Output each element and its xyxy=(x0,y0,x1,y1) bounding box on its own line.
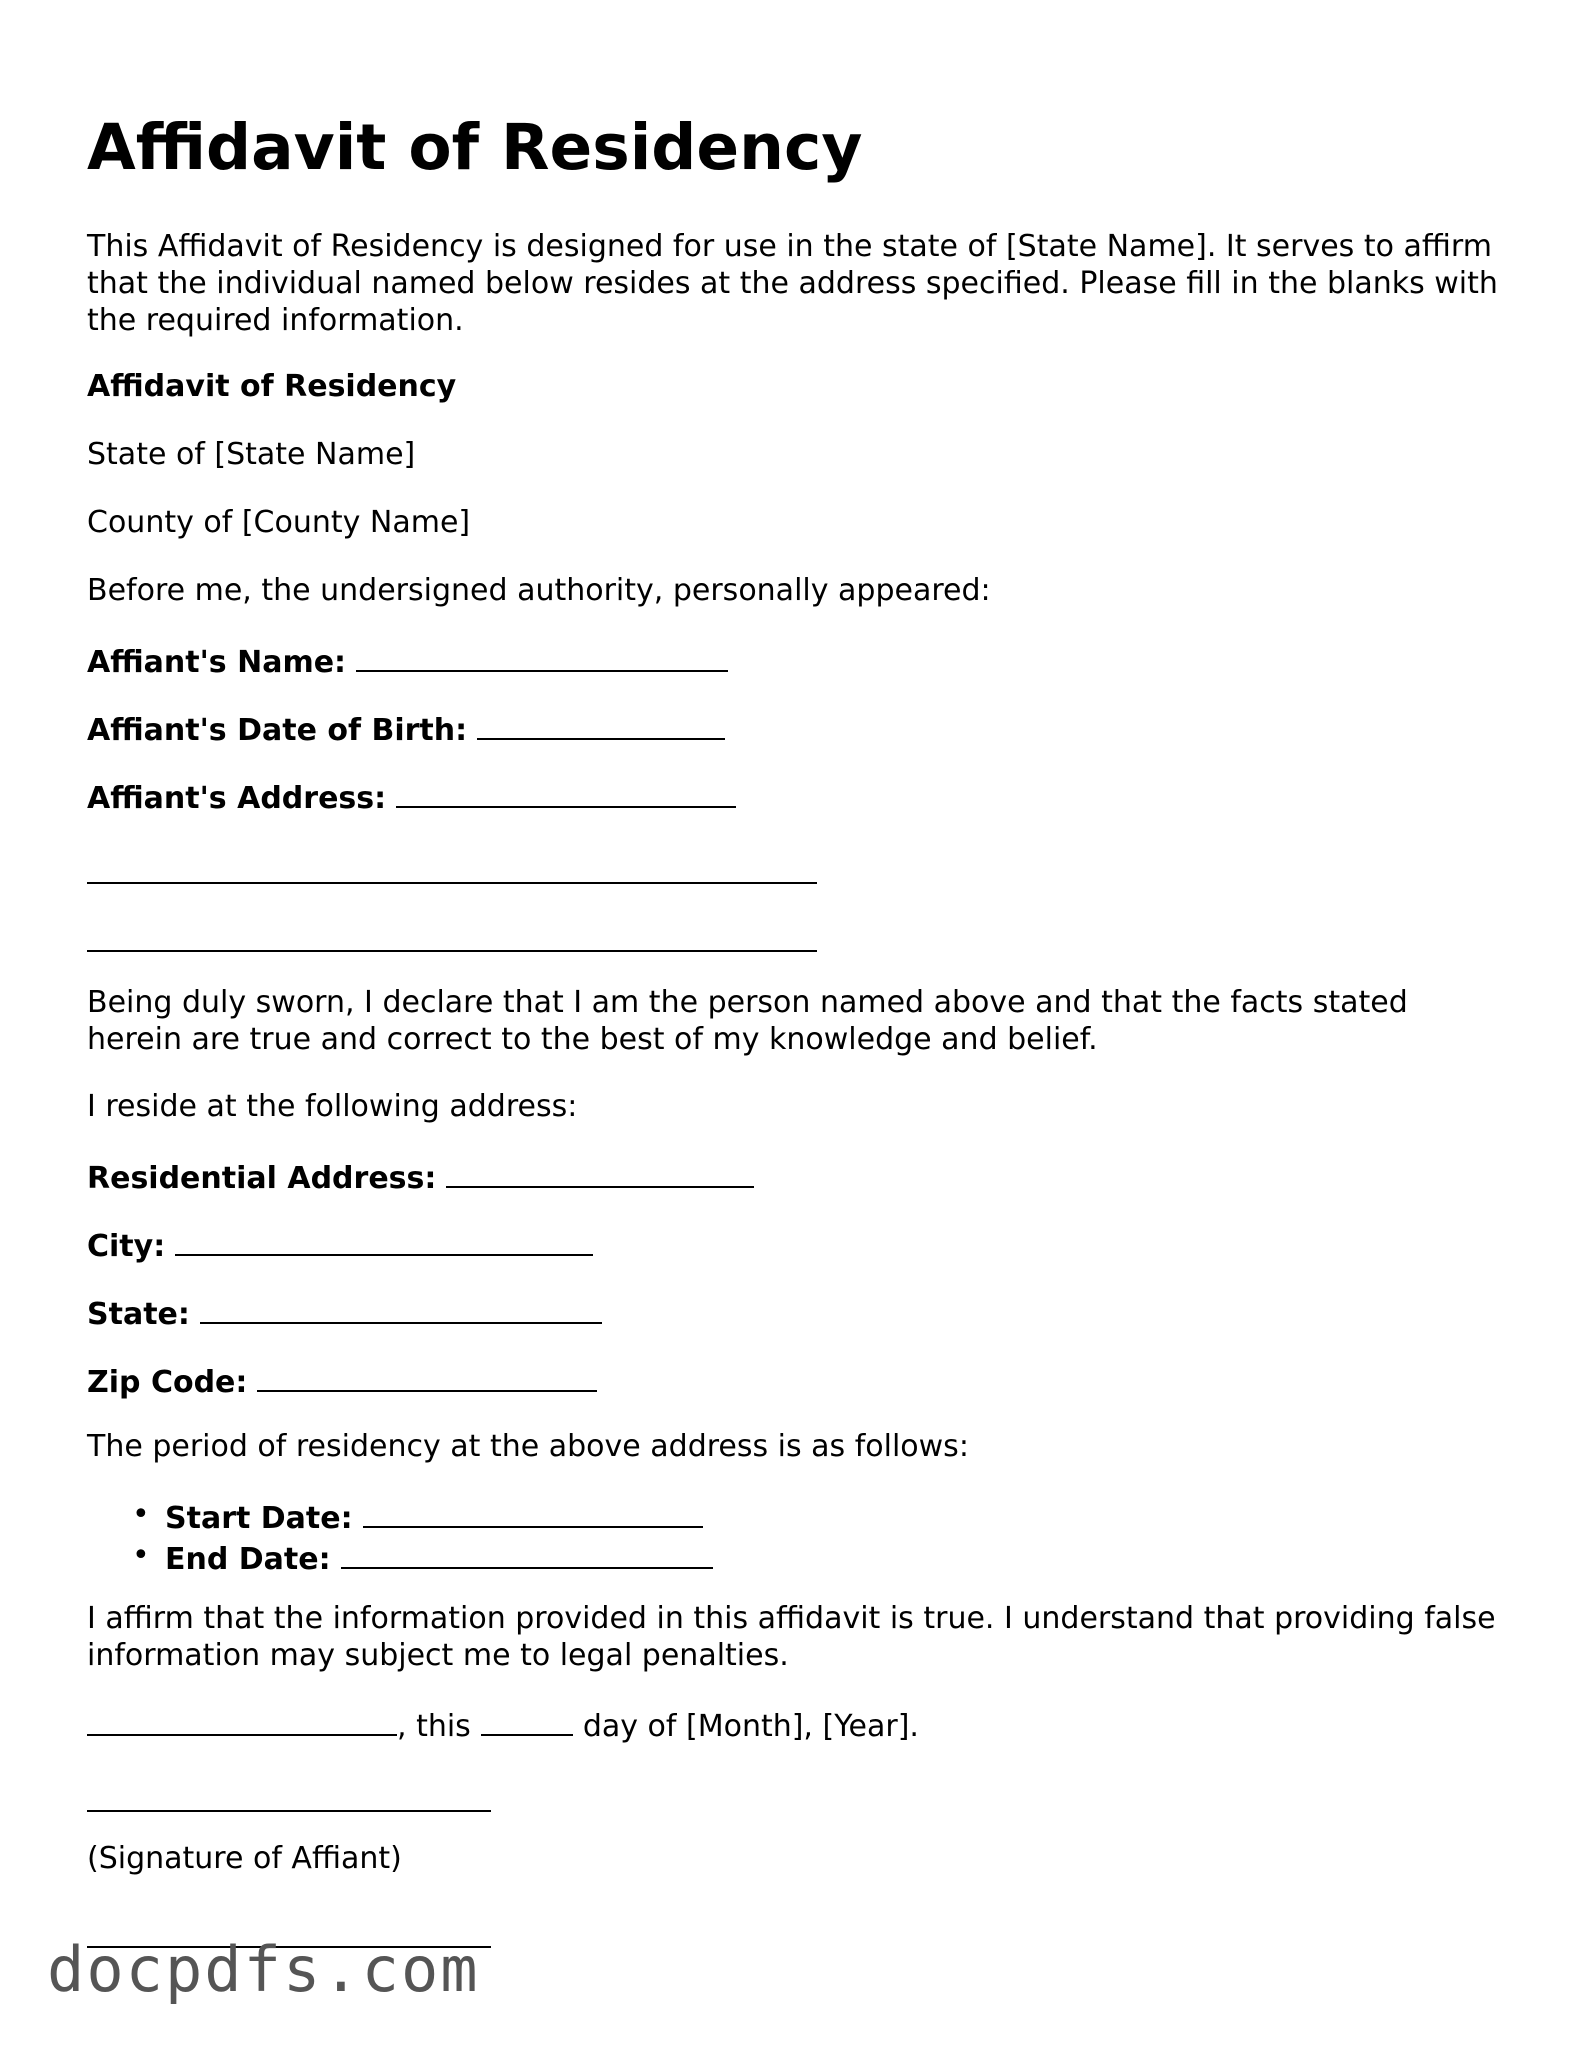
intro-paragraph: This Affidavit of Residency is designed for use in the state of [State Name]. It serves to affirm that the individual named below resides at the address specified. Please fill in the blanks with the required information. xyxy=(87,229,1508,338)
reside-line: I reside at the following address: xyxy=(87,1089,578,1124)
appearance-line: Before me, the undersigned authority, personally appeared: xyxy=(87,573,991,608)
affiant-dob-label: Affiant's Date of Birth: xyxy=(87,713,468,748)
state-label: State: xyxy=(87,1297,190,1332)
date-line-this: , this xyxy=(397,1709,471,1744)
bullet-icon: • xyxy=(132,1538,150,1573)
end-date-blank[interactable] xyxy=(341,1537,713,1569)
affirm-statement: I affirm that the information provided in this affidavit is true. I understand that providing false information may subject me to legal penalties. xyxy=(87,1601,1506,1673)
date-line-rest: day of [Month], [Year]. xyxy=(582,1709,919,1744)
bullet-icon: • xyxy=(132,1497,150,1532)
affiant-address-line-3-blank[interactable] xyxy=(87,920,817,952)
date-line xyxy=(87,1704,919,1745)
affiant-address-line-2-blank[interactable] xyxy=(87,852,817,884)
address-line-3-row xyxy=(87,920,817,961)
signature-blank[interactable] xyxy=(87,1780,491,1812)
start-date-blank[interactable] xyxy=(363,1496,703,1528)
end-date-label: End Date: xyxy=(165,1542,331,1577)
affiant-address-label: Affiant's Address: xyxy=(87,781,387,816)
list-item-end-date xyxy=(87,1537,713,1578)
watermark: docpdfs.com xyxy=(47,1933,480,2006)
signature-row xyxy=(87,1780,491,1821)
affiant-dob-row xyxy=(87,708,725,749)
state-row xyxy=(87,1292,602,1333)
list-item-start-date xyxy=(87,1496,713,1537)
period-list xyxy=(87,1496,713,1578)
city-label: City: xyxy=(87,1229,166,1264)
city-blank[interactable] xyxy=(175,1224,593,1256)
affiant-address-blank[interactable] xyxy=(396,776,736,808)
affiant-name-blank[interactable] xyxy=(356,640,728,672)
address-line-2-row xyxy=(87,852,817,893)
city-row xyxy=(87,1224,593,1265)
section-heading: Affidavit of Residency xyxy=(87,369,457,404)
signature-caption: (Signature of Affiant) xyxy=(87,1841,402,1876)
affiant-name-label: Affiant's Name: xyxy=(87,645,347,680)
zip-blank[interactable] xyxy=(257,1360,597,1392)
sworn-statement: Being duly sworn, I declare that I am the person named above and that the facts stated herein are true and correct to the best of my knowledge and belief. xyxy=(87,985,1418,1057)
day-blank[interactable] xyxy=(481,1704,573,1736)
zip-row xyxy=(87,1360,597,1401)
state-blank[interactable] xyxy=(200,1292,602,1324)
affiant-dob-blank[interactable] xyxy=(477,708,725,740)
document-title: Affidavit of Residency xyxy=(87,111,863,184)
state-line: State of [State Name] xyxy=(87,437,416,472)
zip-label: Zip Code: xyxy=(87,1365,248,1400)
start-date-label: Start Date: xyxy=(165,1501,353,1536)
residential-address-row xyxy=(87,1156,754,1197)
location-blank[interactable] xyxy=(87,1704,397,1736)
county-line: County of [County Name] xyxy=(87,505,471,540)
residential-address-blank[interactable] xyxy=(446,1156,754,1188)
period-line: The period of residency at the above address is as follows: xyxy=(87,1429,969,1464)
affiant-name-row xyxy=(87,640,728,681)
affiant-address-row xyxy=(87,776,736,817)
residential-address-label: Residential Address: xyxy=(87,1161,437,1196)
